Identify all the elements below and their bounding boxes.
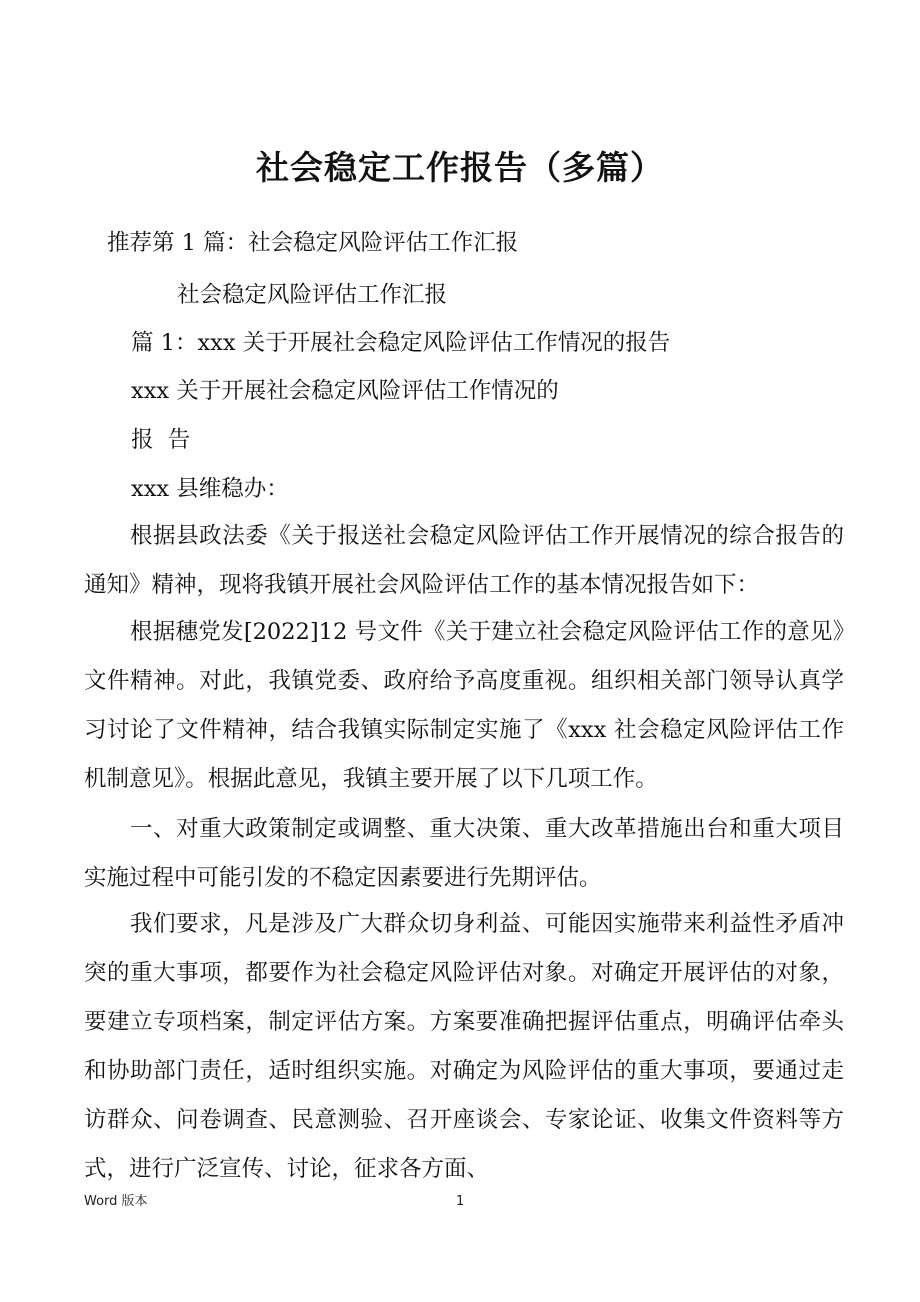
document-title: 社会稳定工作报告（多篇） bbox=[256, 148, 664, 187]
paragraph-1: 根据县政法委《关于报送社会稳定风险评估工作开展情况的综合报告的通知》精神，现将我镇开展社会风险评估工作的基本情况报告如下： bbox=[84, 523, 844, 598]
report-word-line: 报 告 bbox=[131, 427, 191, 453]
paragraph-4: 我们要求，凡是涉及广大群众切身利益、可能因实施带来利益性矛盾冲突的重大事项，都要作为社会稳定风险评估对象。对确定开展评估的对象，要建立专项档案，制定评估方案。方案要准确把握评估重点，明确评估牵头和协助部门责任，适时组织实施。对确定为风险评估的重大事项，要通过走访群众、问卷调查、民意测验、召开座谈会、专家论证、收集文件资料等方式，进行广泛宣传、讨论，征求各方面、 bbox=[84, 911, 844, 1182]
page-number: 1 bbox=[456, 1194, 465, 1209]
report-title-line: xxx 关于开展社会稳定风险评估工作情况的 bbox=[131, 378, 559, 404]
chapter-heading: 篇 1：xxx 关于开展社会稳定风险评估工作情况的报告 bbox=[131, 330, 671, 356]
subtitle-line: 社会稳定风险评估工作汇报 bbox=[177, 282, 448, 308]
paragraph-2: 根据穗党发[2022]12 号文件《关于建立社会稳定风险评估工作的意见》文件精神。对此，我镇党委、政府给予高度重视。组织相关部门领导认真学习讨论了文件精神，结合我镇实际制定实施了《xxx 社会稳定风险评估工作机制意见》。根据此意见，我镇主要开展了以下几项工作。 bbox=[84, 619, 844, 792]
footer-label: Word 版本 bbox=[84, 1194, 148, 1209]
paragraph-3: 一、对重大政策制定或调整、重大决策、重大改革措施出台和重大项目实施过程中可能引发的不稳定因素要进行先期评估。 bbox=[84, 816, 844, 891]
recommend-line: 推荐第 1 篇：社会稳定风险评估工作汇报 bbox=[107, 230, 519, 256]
recipient-line: xxx 县维稳办： bbox=[131, 476, 289, 502]
